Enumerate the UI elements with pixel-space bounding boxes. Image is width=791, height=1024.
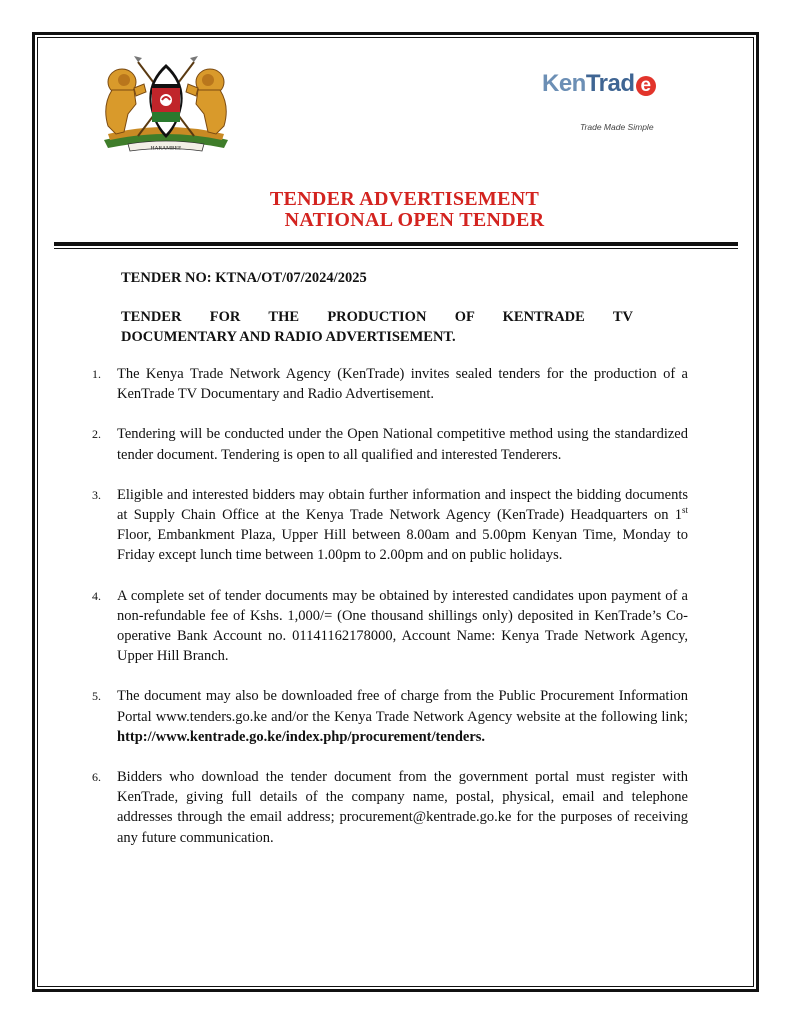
item-number: 1. [92, 367, 101, 381]
kentrade-tagline: Trade Made Simple [580, 122, 654, 132]
item-text: The document may also be downloaded free of charge from the Public Procurement Information Portal www.tenders.go.ke and/or the Kenya Trade Network Agency website at the following link; [117, 688, 688, 725]
tender-number: TENDER NO: KTNA/OT/07/2024/2025 [121, 270, 367, 286]
list-item [92, 586, 688, 667]
heading-national-open-tender: NATIONAL OPEN TENDER [284, 209, 545, 231]
item-number: 4. [92, 588, 101, 603]
tender-clauses-list [92, 364, 688, 868]
heading-divider-thin [54, 248, 738, 249]
procurement-link[interactable]: http://www.kentrade.go.ke/index.php/procurement/tenders. [117, 728, 486, 745]
item-superscript: st [681, 505, 688, 516]
item-text-part-a: Eligible and interested bidders may obtain further information and inspect the bidding documents at Supply Chain Office at the Kenya Trade Network Agency (KenTrade) Headquarters on 1 [117, 486, 688, 524]
list-item [92, 364, 688, 404]
tender-title-line-1: TENDER FOR THE PRODUCTION OF KENTRADE TV [121, 309, 633, 325]
item-text: The Kenya Trade Network Agency (KenTrade) invites sealed tenders for the production of a KenTrade TV Documentary and Radio Advertisement. [117, 366, 688, 403]
list-item [92, 686, 688, 747]
item-text: A complete set of tender documents may be obtained by interested candidates upon payment of a non-refundable fee of Kshs. 1,000/= (One thousand shillings only) deposited in KenTrade’s Co-operative Bank Account no. 01141162178000, Account Name: Kenya Trade Network Agency, Upper Hill Branch. [117, 587, 688, 665]
item-text-part-b: Floor, Embankment Plaza, Upper Hill between 8.00am and 5.00pm Kenyan Time, Monday to Friday except lunch time between 1.00pm to 2.00pm and on public holidays. [117, 527, 688, 564]
item-number: 2. [92, 427, 101, 442]
item-number: 5. [92, 689, 101, 704]
item-number: 6. [92, 770, 101, 785]
tender-title-line-2: DOCUMENTARY AND RADIO ADVERTISEMENT. [121, 329, 456, 345]
item-text: Bidders who download the tender document from the government portal must register with KenTrade, giving full details of the company name, postal, physical, email and telephone addresses through the email address; procurement@kentrade.go.ke for the purposes of receiving any future communication. [117, 769, 688, 846]
item-number: 3. [92, 487, 101, 502]
kentrade-logo [534, 56, 674, 140]
list-item [92, 485, 688, 566]
kentrade-wordmark: KenTrad e [542, 70, 656, 98]
coat-of-arms-emblem [94, 54, 238, 154]
item-text: Tendering will be conducted under the Open National competitive method using the standardized tender document. Tendering is open to all qualified and interested Tenderers. [117, 426, 688, 463]
tender-title [121, 307, 633, 347]
heading-tender-advertisement: TENDER ADVERTISEMENT [269, 188, 540, 210]
coat-of-arms-motto: HARAMBEE [150, 145, 182, 152]
heading-divider-thick [54, 242, 738, 246]
list-item [92, 767, 688, 848]
list-item [92, 424, 688, 464]
